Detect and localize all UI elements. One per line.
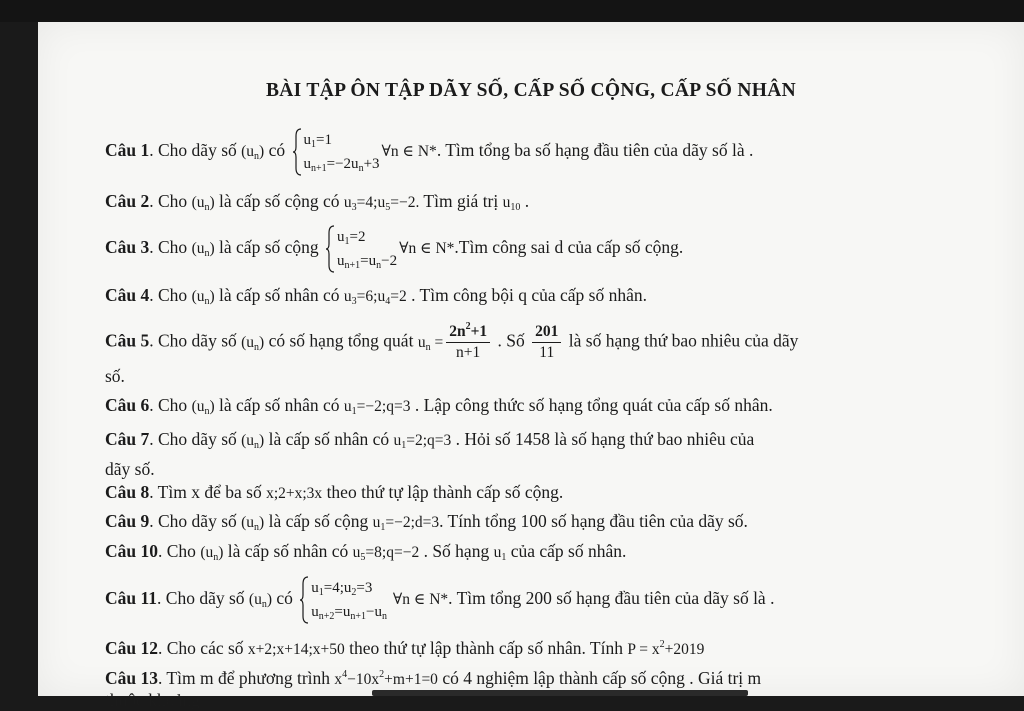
bottom-scroll-indicator (372, 690, 748, 696)
page-title: BÀI TẬP ÔN TẬP DÃY SỐ, CẤP SỐ CỘNG, CẤP SỐ NHÂN (265, 80, 797, 101)
question-8: Câu 8. Tìm x để ba số x;2+x;3x theo thứ tự lập thành cấp số cộng. (105, 482, 564, 502)
question-9: Câu 9. Cho dãy số $(u_n)$ là cấp số cộng $u_1=-2;d=3$. Tính tổng 100 số hạng đầu tiên của dãy số. (105, 511, 748, 533)
question-7: Câu 7. Cho dãy số $(u_n)$ là cấp số nhân có $u_1=2;q=3$ . Hỏi số 1458 là số hạng thứ bao nhiêu của (105, 429, 755, 451)
left-brace-icon (325, 225, 335, 273)
question-3: Câu 3. Cho $(u_n)$ là cấp số cộng $u_1=2$ $u_{n+1}=u_n-2$ ∀n ∈ N*.Tìm công sai d của cấp số cộng. (105, 225, 683, 273)
top-dark-bar (0, 0, 1024, 22)
question-13: Câu 13. Tìm m để phương trình $x^4-10x^2+m+1=0$ có 4 nghiệm lập thành cấp số cộng . Giá trị m (105, 668, 762, 688)
question-10: Câu 10. Cho $(u_n)$ là cấp số nhân có $u_5=8;q=-2$ . Số hạng $u_1$ của cấp số nhân. (105, 541, 627, 563)
question-12: Câu 12. Cho các số x+2;x+14;x+50 theo thứ tự lập thành cấp số nhân. Tính $P = x^2+2019$ (105, 638, 705, 658)
equation-system: $u_1=2$ $u_{n+1}=u_n-2$ (325, 225, 397, 273)
question-7-cont: dãy số. (105, 459, 155, 479)
question-1: Câu 1. Cho dãy số $(u_n)$ có $u_1=1$ $u_{n+1}=-2u_n+3$ ∀n ∈ N*. Tìm tổng ba số hạng đầu tiên của dãy số là . (105, 128, 753, 176)
question-5-cont: số. (105, 366, 125, 386)
document-page (38, 22, 1024, 710)
equation-system: $u_1=4;u_2=3$ $u_{n+2}=u_{n+1}-u_n$ (299, 576, 387, 624)
question-label: Câu 1 (105, 140, 150, 161)
fraction: $\frac{2n^2+1}{n+1}$ (446, 322, 490, 363)
question-11: Câu 11. Cho dãy số $(u_n)$ có $u_1=4;u_2=3$ $u_{n+2}=u_{n+1}-u_n$ ∀n ∈ N*. Tìm tổng 200 số hạng đầu tiên của dãy số là . (105, 576, 774, 624)
question-4: Câu 4. Cho $(u_n)$ là cấp số nhân có $u_3=6;u_4=2$ . Tìm công bội q của cấp số nhân. (105, 285, 647, 307)
question-6: Câu 6. Cho $(u_n)$ là cấp số nhân có $u_1=-2;q=3$ . Lập công thức số hạng tổng quát của cấp số nhân. (105, 395, 773, 417)
left-brace-icon (292, 128, 302, 176)
left-brace-icon (299, 576, 309, 624)
question-5: Câu 5. Cho dãy số $(u_n)$ có số hạng tổng quát $u_n$ = $\frac{2n^2+1}{n+1}$ . Số $\frac{201}{11}$ là số hạng thứ bao nhiêu của dãy (105, 321, 799, 361)
equation-system: $u_1=1$ $u_{n+1}=-2u_n+3$ (292, 128, 380, 176)
question-2: Câu 2. Cho $(u_n)$ là cấp số cộng có $u_3=4;u_5=-2$. Tìm giá trị $u_{10}$ . (105, 191, 530, 213)
question-13-cont: thuộc khoảng. (105, 690, 205, 710)
fraction: $\frac{201}{11}$ (532, 322, 561, 363)
